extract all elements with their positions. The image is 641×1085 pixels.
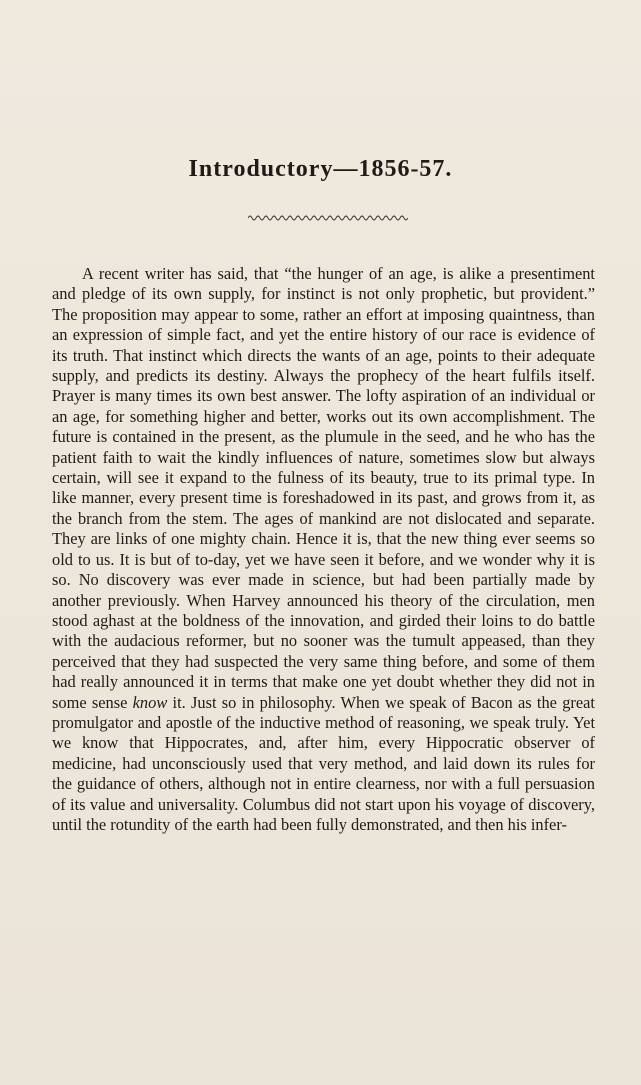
paragraph — [52, 264, 595, 835]
decorative-rule — [248, 213, 408, 223]
paragraph-text-after-italic: it. Just so in philosophy. When we speak of Bacon as the great promulgator and apostle of the inductive method of reasoning, we speak truly. Yet we know that Hippocrates, and, after him, every Hippocratic observer of medicine, had unconsciously used that very method, and laid down its rules for the guidance of others, although not in entire clearness, nor with a full persuasion of its value and universality. Columbus did not start upon his voyage of discovery, until the rotundity of the earth had been fully demonstrated, and then his infer- — [52, 692, 595, 834]
paragraph-text-before-italic: A recent writer has said, that “the hunger of an age, is alike a presentiment and pledge of its own supply, for instinct is not only prophetic, but provident.” The proposition may appear to some, rather an effort at imposing quaintness, than an expression of simple fact, and yet the entire history of our race is evidence of its truth. That instinct which directs the wants of an age, points to their adequate supply, and predicts its destiny. Always the prophecy of the heart fulfils itself. Prayer is many times its own best answer. The lofty aspiration of an individual or an age, for something higher and better, works out its own accomplishment. The future is contained in the present, as the plumule in the seed, and he who has the patient faith to wait the kindly influences of nature, sometimes slow but always certain, will see it expand to the fulness of its beauty, true to its primal type. In like manner, every present time is foreshadowed in its past, and grows from it, as the branch from the stem. The ages of mankind are not dislocated and separate. They are links of one mighty chain. Hence it is, that the new thing ever seems so old to us. It is but of to-day, yet we have seen it before, and we wonder why it is so. No discovery was ever made in science, but had been partially made by another previously. When Harvey announced his theory of the circulation, men stood aghast at the boldness of the innovation, and girded their loins to do battle with the audacious reformer, but no sooner was the tumult appeased, than they perceived that they had suspected the very same thing before, and some of them had really announced it in terms that make one yet doubt whether they did not in some sense — [52, 264, 595, 712]
italic-word: know — [132, 692, 168, 712]
page-title: Introductory—1856-57. — [188, 156, 453, 182]
body-text — [52, 264, 595, 835]
